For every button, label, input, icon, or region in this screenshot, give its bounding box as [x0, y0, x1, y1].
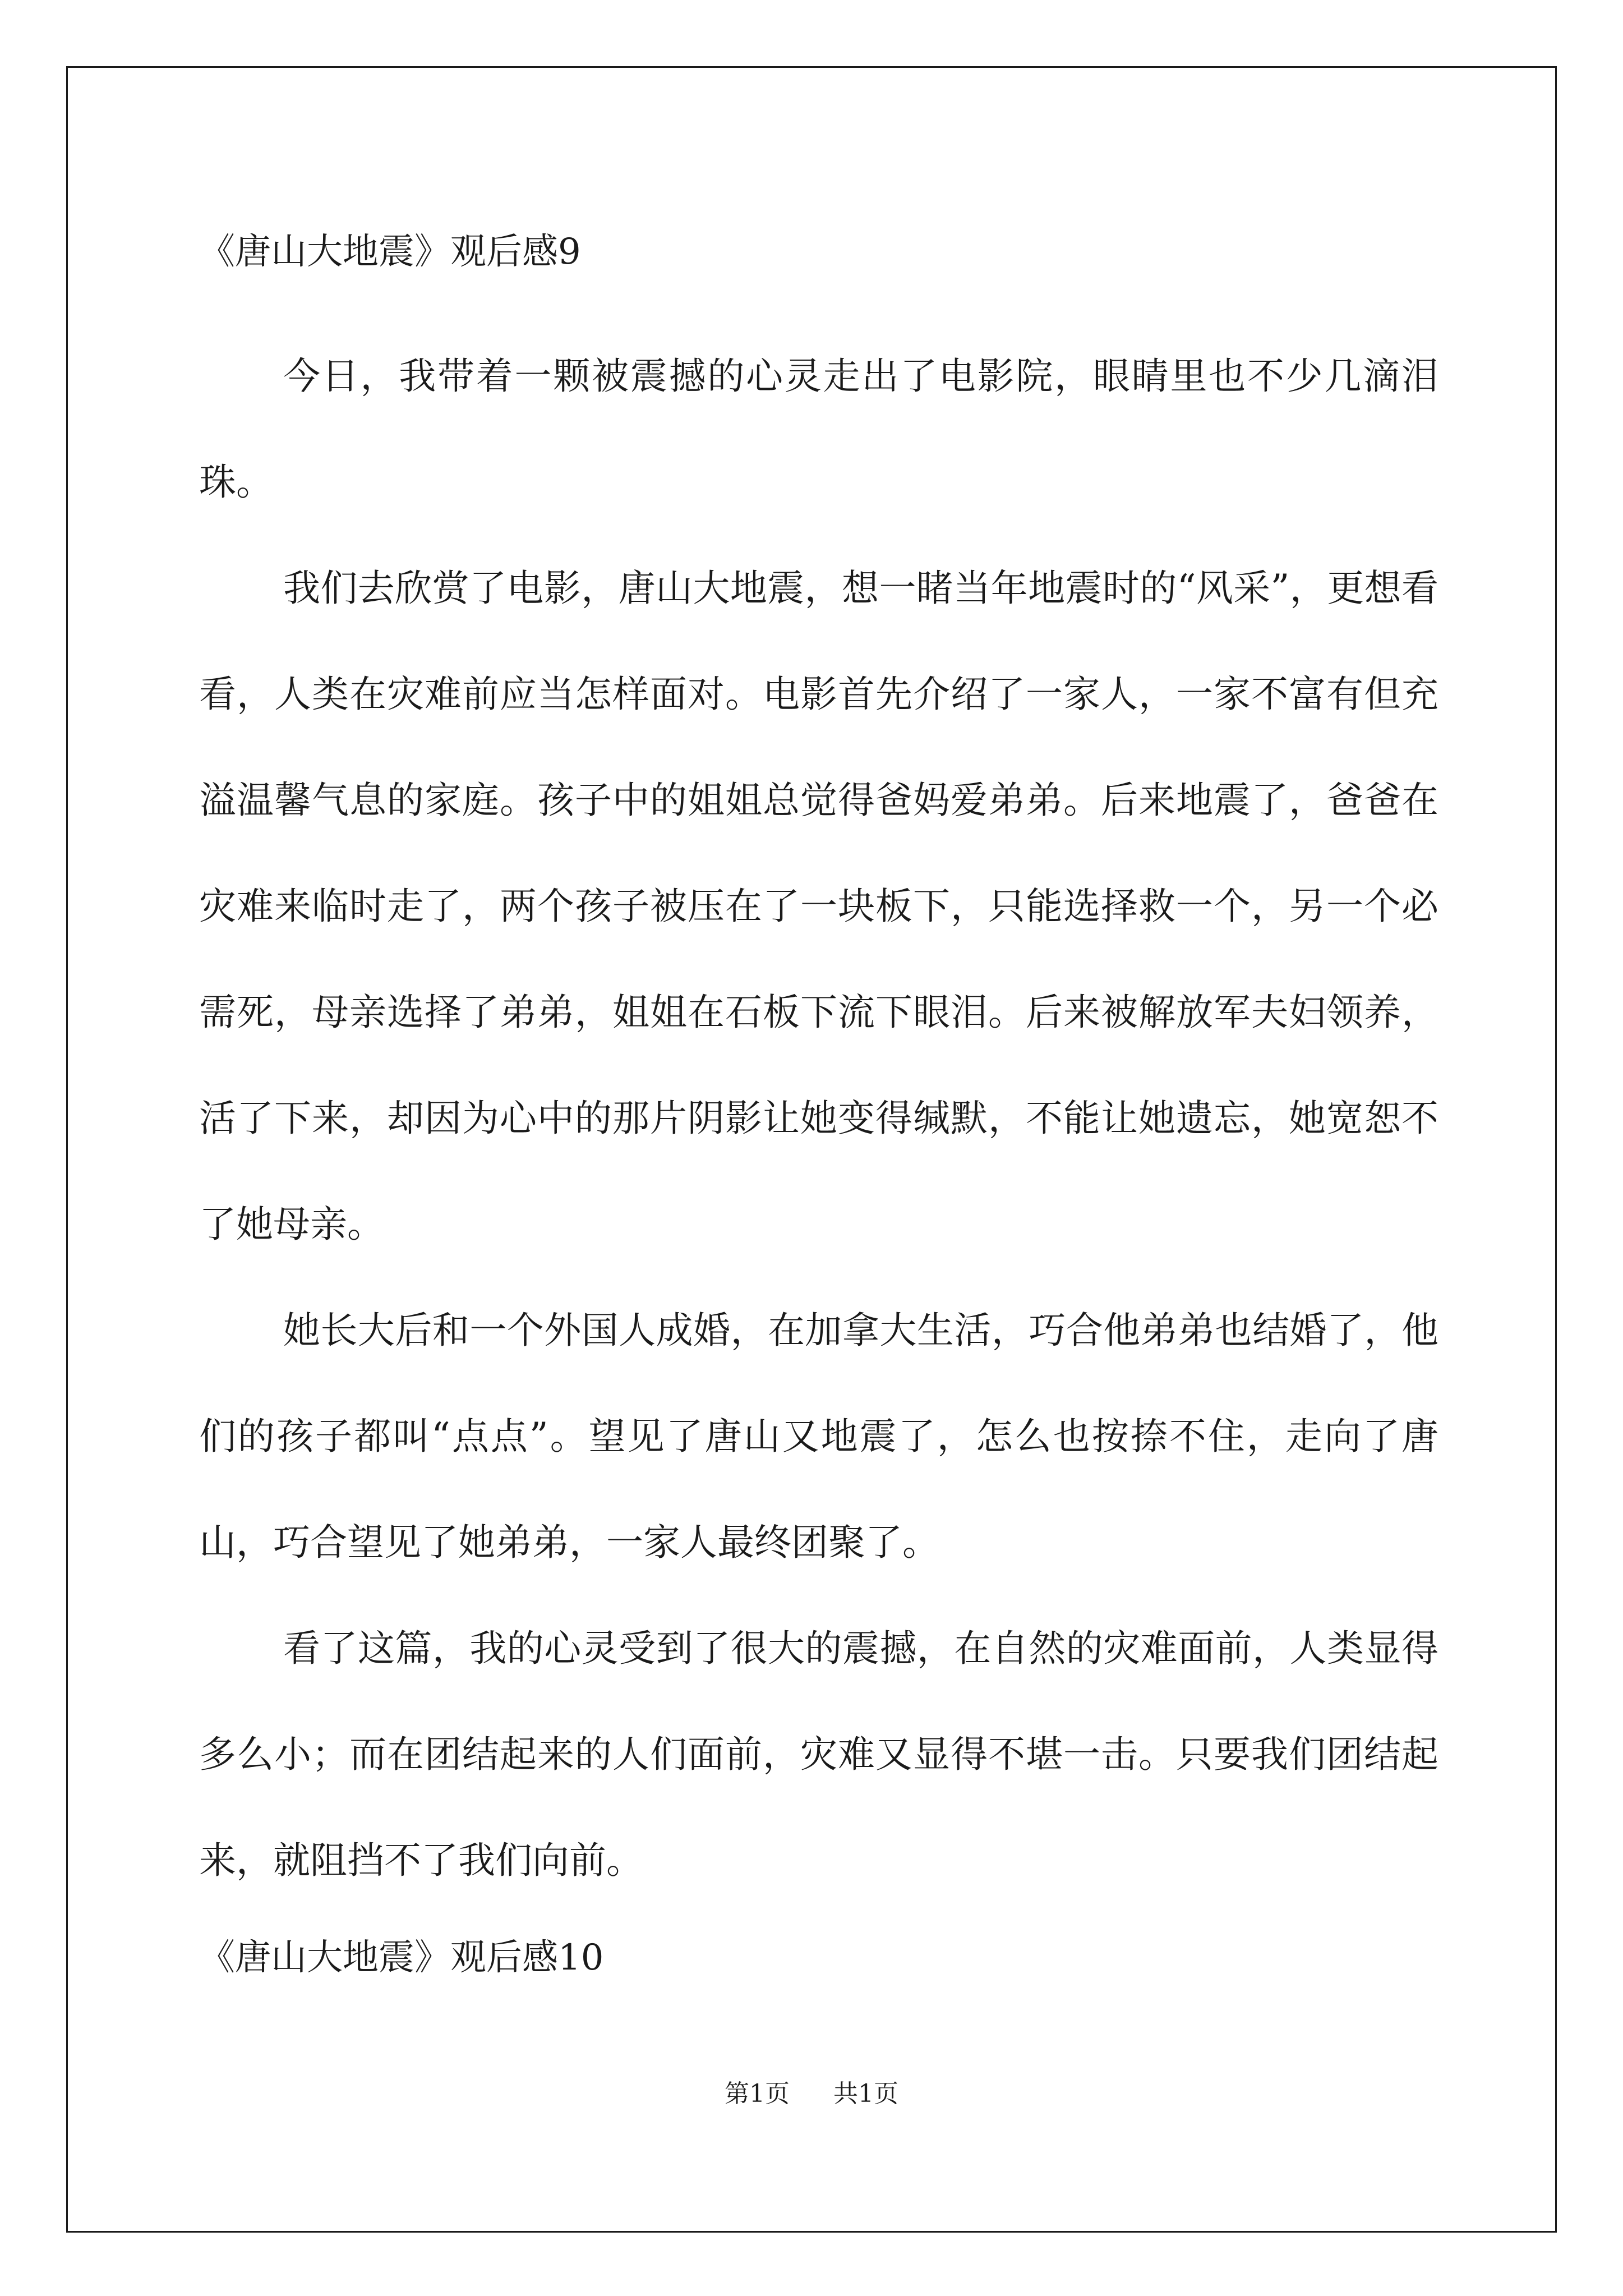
page-number-total: 共1页	[833, 2079, 898, 2108]
page-number-current: 第1页	[725, 2079, 790, 2108]
paragraph-3: 她长大后和一个外国人成婚，在加拿大生活，巧合他弟弟也结婚了，他们的孩子都叫“点点”。望见了唐山又地震了，怎么也按捺不住，走向了唐山，巧合望见了她弟弟，一家人最终团聚了。	[199, 1309, 1438, 1564]
document-body	[199, 224, 1438, 1985]
paragraph-4: 看了这篇，我的心灵受到了很大的震撼，在自然的灾难面前，人类显得多么小；而在团结起来的人们面前，灾难又显得不堪一击。只要我们团结起来，就阻挡不了我们向前。	[199, 1627, 1438, 1882]
section-heading-9: 《唐山大地震》观后感9	[199, 231, 581, 273]
paragraph-2: 我们去欣赏了电影，唐山大地震，想一睹当年地震时的“风采”，更想看看，人类在灾难前应当怎样面对。电影首先介绍了一家人，一家不富有但充溢温馨气息的家庭。孩子中的姐姐总觉得爸妈爱弟弟。后来地震了，爸爸在灾难来临时走了，两个孩子被压在了一块板下，只能选择救一个，另一个必需死，母亲选择了弟弟，姐姐在石板下流下眼泪。后来被解放军夫妇领养，活了下来，却因为心中的那片阴影让她变得缄默，不能让她遗忘，她宽恕不了她母亲。	[199, 567, 1438, 1246]
section-heading-10: 《唐山大地震》观后感10	[199, 1937, 604, 1978]
paragraph-1: 今日，我带着一颗被震撼的心灵走出了电影院，眼睛里也不少几滴泪珠。	[199, 355, 1438, 504]
page-footer	[0, 2073, 1623, 2109]
